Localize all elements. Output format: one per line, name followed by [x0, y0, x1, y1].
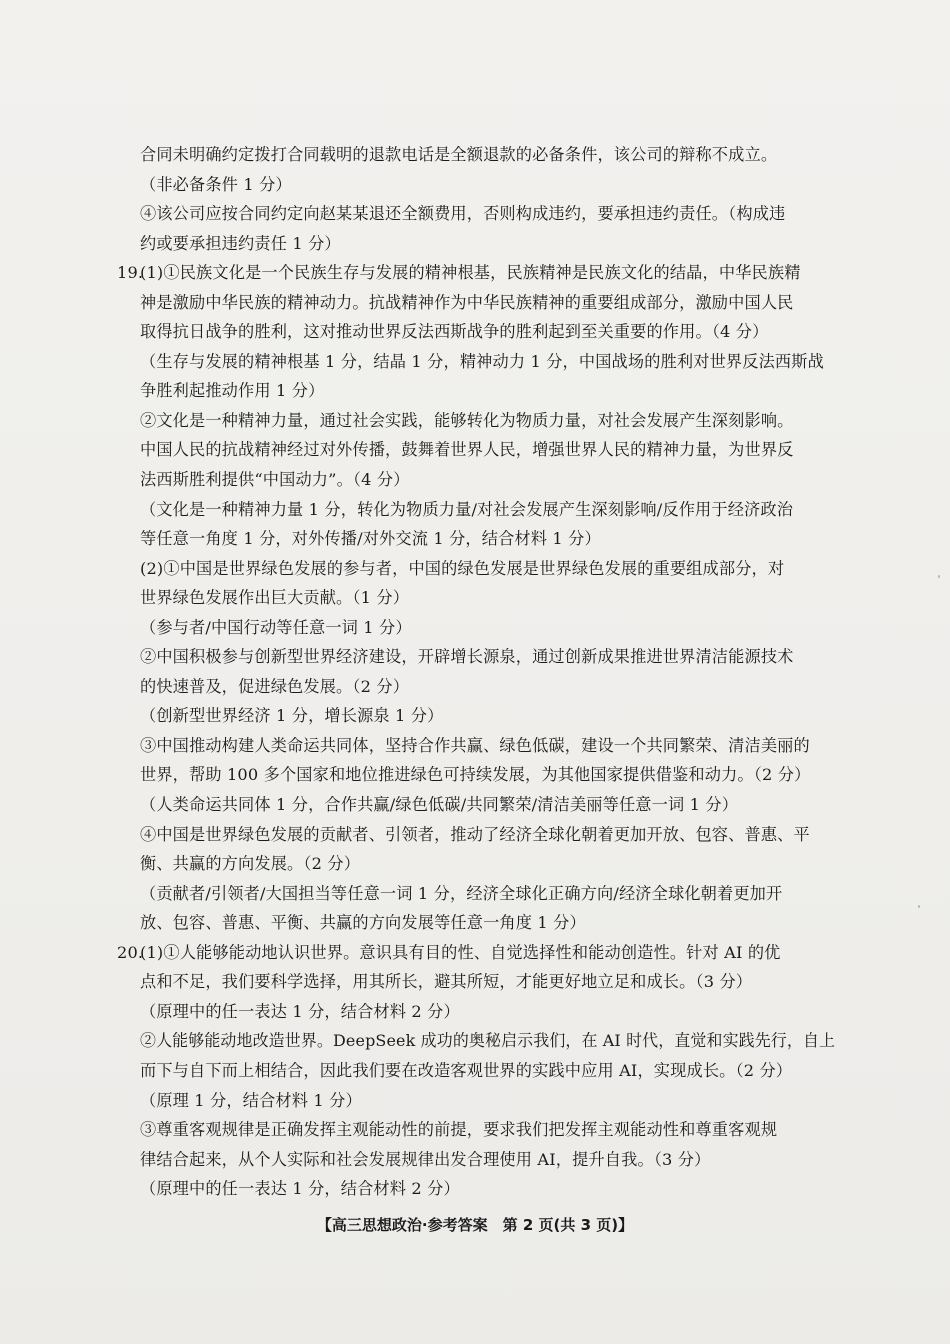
line-text: 中国人民的抗战精神经过对外传播，鼓舞着世界人民，增强世界人民的精神力量，为世界反: [140, 440, 794, 460]
text-line: [0, 908, 950, 938]
text-line: [0, 317, 950, 347]
line-text: 等任意一角度 1 分，对外传播/对外交流 1 分，结合材料 1 分）: [140, 529, 601, 549]
line-text: 点和不足，我们要科学选择，用其所长，避其所短，才能更好地立足和成长。（3 分）: [140, 972, 753, 992]
line-text: 律结合起来，从个人实际和社会发展规律出发合理使用 AI，提升自我。（3 分）: [140, 1149, 711, 1169]
line-text: (2)①中国是世界绿色发展的参与者，中国的绿色发展是世界绿色发展的重要组成部分，对: [140, 558, 785, 578]
question-number: 20.: [117, 942, 144, 962]
line-text: ④中国是世界绿色发展的贡献者、引领者，推动了经济全球化朝着更加开放、包容、普惠、平: [140, 824, 810, 844]
line-text: ②中国积极参与创新型世界经济建设，开辟增长源泉，通过创新成果推进世界清洁能源技术: [140, 647, 794, 667]
text-line: [0, 1056, 950, 1086]
line-text: 约或要承担违约责任 1 分）: [140, 233, 341, 253]
text-line: [0, 1145, 950, 1175]
text-line: [0, 672, 950, 702]
question-number: 19.: [117, 263, 144, 283]
footer-label: 【高三思想政治·参考答案 第 2 页(共 3 页)】: [316, 1216, 634, 1234]
line-text: （人类命运共同体 1 分，合作共赢/绿色低碳/共同繁荣/清洁美丽等任意一词 1 分）: [140, 795, 739, 815]
text-line: [0, 524, 950, 554]
text-line: [0, 495, 950, 525]
text-line: [0, 760, 950, 790]
line-text: （文化是一种精神力量 1 分，转化为物质力量/对社会发展产生深刻影响/反作用于经济政治: [140, 499, 794, 519]
line-text: 世界绿色发展作出巨大贡献。（1 分）: [140, 588, 410, 608]
page-footer: [0, 1210, 950, 1240]
text-line: [0, 1174, 950, 1204]
line-text: （参与者/中国行动等任意一词 1 分）: [140, 617, 412, 637]
line-text: （创新型世界经济 1 分，增长源泉 1 分）: [140, 706, 444, 726]
text-line: [0, 642, 950, 672]
line-text: 衡、共赢的方向发展。（2 分）: [140, 854, 361, 874]
text-line: [0, 849, 950, 879]
line-text: 取得抗日战争的胜利，这对推动世界反法西斯战争的胜利起到至关重要的作用。（4 分）: [140, 322, 769, 342]
line-text: 神是激励中华民族的精神动力。抗战精神作为中华民族精神的重要组成部分，激励中国人民: [140, 292, 794, 312]
text-line: [0, 288, 950, 318]
scan-speck: [938, 575, 940, 578]
text-line: [0, 938, 950, 968]
text-line: [0, 170, 950, 200]
line-text: 争胜利起推动作用 1 分）: [140, 381, 325, 401]
line-text: ②文化是一种精神力量，通过社会实践，能够转化为物质力量，对社会发展产生深刻影响。: [140, 410, 794, 430]
text-line: [0, 376, 950, 406]
text-line: [0, 258, 950, 288]
line-text: ④该公司应按合同约定向赵某某退还全额费用，否则构成违约，要承担违约责任。（构成违: [140, 204, 786, 224]
line-text: （原理 1 分，结合材料 1 分）: [140, 1090, 362, 1110]
text-line: [0, 967, 950, 997]
line-text: 法西斯胜利提供“中国动力”。（4 分）: [140, 470, 410, 490]
scan-speck: [918, 905, 920, 908]
text-line: [0, 1026, 950, 1056]
line-text: （原理中的任一表达 1 分，结合材料 2 分）: [140, 1001, 460, 1021]
text-line: [0, 997, 950, 1027]
text-line: [0, 554, 950, 584]
answer-text-body: [0, 140, 950, 1204]
text-line: [0, 229, 950, 259]
text-line: [0, 613, 950, 643]
text-line: [0, 583, 950, 613]
text-line: [0, 790, 950, 820]
line-text: 世界，帮助 100 多个国家和地位推进绿色可持续发展，为其他国家提供借鉴和动力。（2 分）: [140, 765, 811, 785]
line-text: ②人能够能动地改造世界。DeepSeek 成功的奥秘启示我们，在 AI 时代，直觉和实践先行，自上: [140, 1031, 836, 1051]
text-line: [0, 1086, 950, 1116]
text-line: [0, 465, 950, 495]
line-text: ③中国推动构建人类命运共同体，坚持合作共赢、绿色低碳，建设一个共同繁荣、清洁美丽的: [140, 735, 810, 755]
line-text: 的快速普及，促进绿色发展。（2 分）: [140, 676, 410, 696]
text-line: [0, 701, 950, 731]
line-text: （贡献者/引领者/大国担当等任意一词 1 分，经济全球化正确方向/经济全球化朝着更加开: [140, 883, 783, 903]
text-line: [0, 140, 950, 170]
text-line: [0, 435, 950, 465]
text-line: [0, 1115, 950, 1145]
text-line: [0, 731, 950, 761]
line-text: （生存与发展的精神根基 1 分，结晶 1 分，精神动力 1 分，中国战场的胜利对世界反法西斯战: [140, 351, 824, 371]
line-text: (1)①人能够能动地认识世界。意识具有目的性、自觉选择性和能动创造性。针对 AI 的优: [140, 942, 781, 962]
text-line: [0, 406, 950, 436]
text-line: [0, 347, 950, 377]
line-text: （原理中的任一表达 1 分，结合材料 2 分）: [140, 1179, 460, 1199]
line-text: ③尊重客观规律是正确发挥主观能动性的前提，要求我们把发挥主观能动性和尊重客观规: [140, 1120, 778, 1140]
text-line: [0, 199, 950, 229]
line-text: 放、包容、普惠、平衡、共赢的方向发展等任意一角度 1 分）: [140, 913, 586, 933]
line-text: 合同未明确约定拨打合同载明的退款电话是全额退款的必备条件，该公司的辩称不成立。: [140, 145, 778, 164]
text-line: [0, 820, 950, 850]
line-text: （非必备条件 1 分）: [140, 174, 292, 194]
text-line: [0, 879, 950, 909]
line-text: (1)①民族文化是一个民族生存与发展的精神根基，民族精神是民族文化的结晶，中华民族精: [140, 263, 801, 283]
line-text: 而下与自下而上相结合，因此我们要在改造客观世界的实践中应用 AI，实现成长。（2 分）: [140, 1060, 793, 1080]
